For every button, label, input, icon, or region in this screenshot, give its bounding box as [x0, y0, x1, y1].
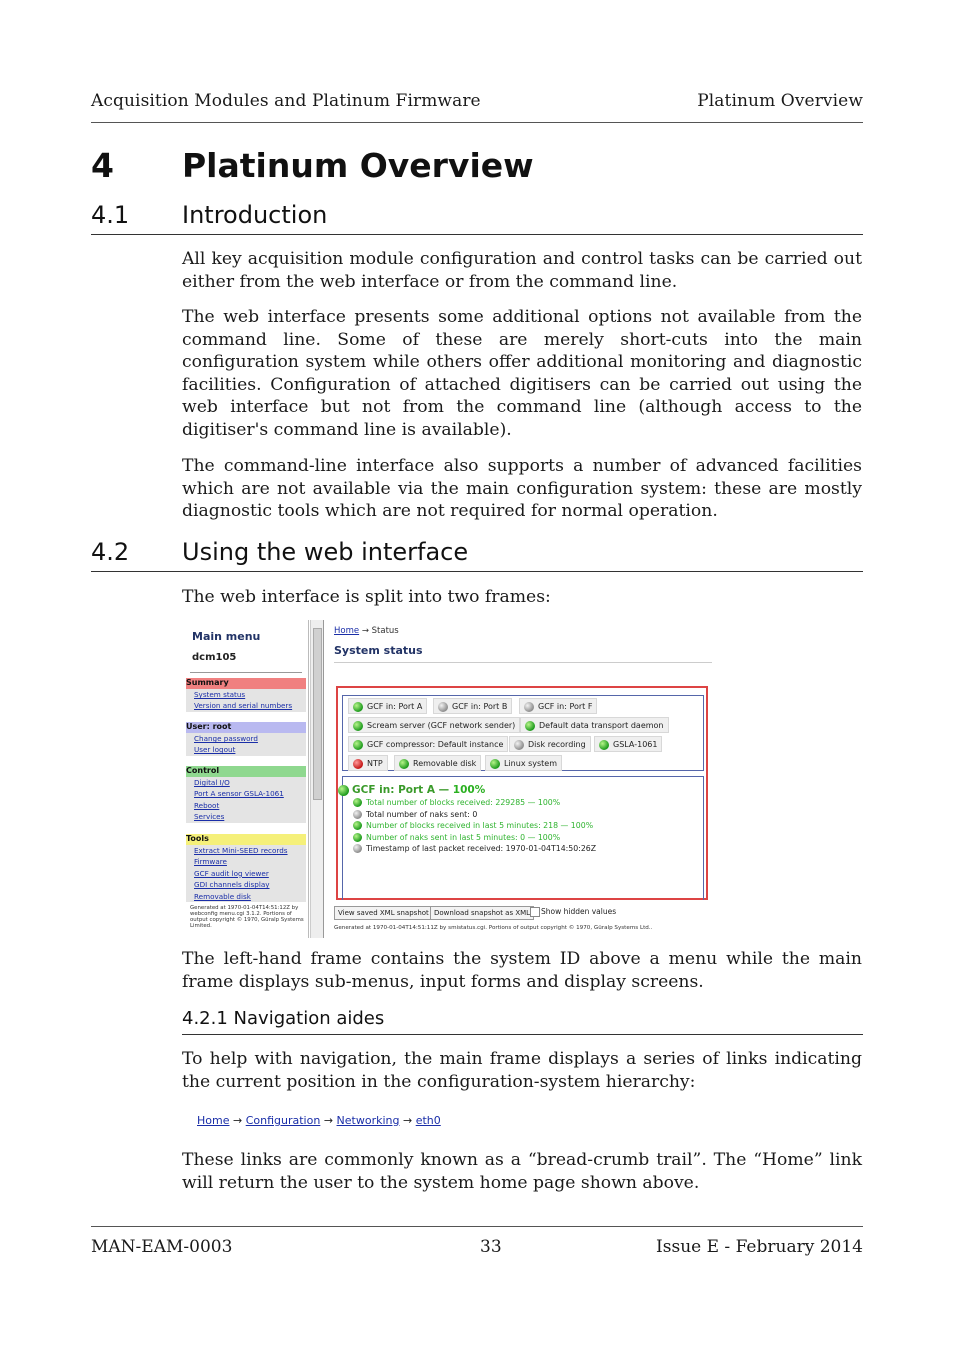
status-green-icon	[353, 833, 362, 842]
scrollbar-thumb[interactable]	[313, 628, 322, 800]
status-green-icon	[338, 785, 349, 796]
menu-link-digital-io[interactable]: Digital I/O	[194, 778, 230, 787]
status-chip-scream-server[interactable]: Scream server (GCF network sender)	[348, 717, 520, 733]
header-chapter-title: Platinum Overview	[697, 91, 863, 111]
breadcrumb-example	[197, 1114, 441, 1132]
system-id: dcm105	[192, 652, 237, 663]
breadcrumb-networking-link[interactable]: Networking	[336, 1114, 400, 1127]
main-frame-footer: Generated at 1970-01-04T14:51:11Z by smistatus.cgi. Portions of output copyright © 1970, Güralp Systems Ltd..	[334, 925, 653, 931]
breadcrumb-eth0-link[interactable]: eth0	[415, 1114, 441, 1127]
section-heading-introduction	[91, 201, 863, 235]
paragraph-nav-2: These links are commonly known as a “bread-crumb trail”. The “Home” link will return the user to the system home page shown above.	[182, 1150, 862, 1193]
show-hidden-checkbox[interactable]	[530, 907, 540, 917]
main-menu-title: Main menu	[192, 630, 261, 643]
status-grey-icon	[514, 740, 524, 750]
breadcrumb-home-link[interactable]: Home	[334, 626, 360, 636]
breadcrumb-arrow: →	[323, 1114, 334, 1127]
status-chip-disk-recording[interactable]: Disk recording	[509, 736, 591, 752]
page-title: System status	[334, 644, 423, 657]
paragraph-web-1: The web interface is split into two frames:	[182, 587, 551, 607]
menu-group-summary-items	[186, 689, 306, 712]
status-green-icon	[353, 740, 363, 750]
status-chip-linux-system[interactable]: Linux system	[485, 755, 562, 771]
status-green-icon	[599, 740, 609, 750]
port-line: Number of naks sent in last 5 minutes: 0 — 100%	[366, 832, 560, 844]
subsection-title: Navigation aides	[233, 1008, 385, 1029]
chapter-title: Platinum Overview	[182, 146, 534, 185]
menu-group-tools-items	[186, 845, 306, 902]
page-footer	[91, 1226, 863, 1263]
menu-link-port-a-sensor[interactable]: Port A sensor GSLA-1061	[194, 789, 284, 799]
footer-page-number: 33	[480, 1237, 502, 1257]
status-grey-icon	[353, 810, 362, 819]
section-number: 4.1	[91, 201, 130, 229]
page-header	[91, 88, 863, 123]
section-number: 4.2	[91, 538, 130, 566]
status-grey-icon	[524, 702, 534, 712]
chapter-heading	[91, 146, 863, 192]
menu-link-firmware[interactable]: Firmware	[194, 857, 227, 867]
menu-group-user-items	[186, 733, 306, 756]
menu-link-change-password[interactable]: Change password	[194, 734, 258, 743]
chapter-number: 4	[91, 146, 114, 185]
breadcrumb-configuration-link[interactable]: Configuration	[245, 1114, 321, 1127]
status-green-icon	[399, 759, 409, 769]
status-red-icon	[353, 759, 363, 769]
status-chip-port-b[interactable]: GCF in: Port B	[433, 698, 512, 714]
download-xml-snapshot-button[interactable]: Download snapshot as XML	[430, 906, 534, 920]
left-frame-footer: Generated at 1970-01-04T14:51:12Z by webconfig menu.cgi 3.1.2. Portions of output copyright © 1970, Güralp Systems Limited.	[190, 905, 304, 929]
menu-group-summary: Summary	[186, 678, 306, 689]
menu-link-reboot[interactable]: Reboot	[194, 800, 220, 810]
status-chip-gcf-compressor[interactable]: GCF compressor: Default instance	[348, 736, 508, 752]
port-detail-label: GCF in: Port A —	[352, 784, 450, 796]
paragraph-web-2: The left-hand frame contains the system ID above a menu while the main frame displays sub-menus, input forms and display screens.	[182, 949, 862, 992]
menu-link-system-status[interactable]: System status	[194, 690, 246, 699]
paragraph-intro-2: The web interface presents some additional options not available from the command line. Some of these are merely short-cuts into the main configuration system while others offer additional monitoring and diagnostic facilities. Configuration of attached digitisers can be carried out using the web interface but not from the command line (although access to the digitiser's command line is available).	[182, 307, 862, 440]
view-xml-snapshot-button[interactable]: View saved XML snapshot	[334, 906, 433, 920]
status-green-icon	[525, 721, 535, 731]
menu-group-control-items	[186, 777, 306, 823]
web-interface-screenshot	[186, 620, 726, 938]
status-grey-icon	[438, 702, 448, 712]
show-hidden-label: Show hidden values	[541, 907, 617, 916]
status-grey-icon	[353, 844, 362, 853]
paragraph-nav-1: To help with navigation, the main frame displays a series of links indicating the current position in the configuration-system hierarchy:	[182, 1049, 862, 1092]
status-chip-removable-disk[interactable]: Removable disk	[394, 755, 481, 771]
breadcrumb	[334, 626, 399, 636]
menu-link-gcf-audit-log[interactable]: GCF audit log viewer	[194, 868, 269, 878]
port-line: Number of blocks received in last 5 minutes: 218 — 100%	[366, 820, 593, 832]
menu-group-control: Control	[186, 766, 306, 777]
paragraph-intro-1: All key acquisition module configuration and control tasks can be carried out either from the web interface or from the command line.	[182, 249, 862, 292]
port-line: Total number of blocks received: 229285 — 100%	[366, 797, 560, 809]
menu-link-services[interactable]: Services	[194, 812, 225, 822]
section-title: Introduction	[182, 201, 328, 229]
port-detail-title	[352, 784, 485, 796]
menu-group-tools: Tools	[186, 834, 306, 845]
status-green-icon	[353, 721, 363, 731]
status-green-icon	[353, 821, 362, 830]
subsection-number: 4.2.1	[182, 1008, 228, 1029]
left-frame	[186, 620, 309, 938]
left-frame-scrollbar[interactable]	[310, 620, 324, 938]
menu-link-extract-miniseed[interactable]: Extract Mini-SEED records	[194, 846, 288, 855]
menu-link-gdi-channels[interactable]: GDI channels display	[194, 880, 270, 890]
port-line: Total number of naks sent: 0	[366, 809, 477, 821]
status-chip-port-a[interactable]: GCF in: Port A	[348, 698, 427, 714]
menu-link-removable-disk[interactable]: Removable disk	[194, 891, 251, 901]
status-green-icon	[353, 798, 362, 807]
footer-doc-id: MAN-EAM-0003	[91, 1237, 233, 1257]
paragraph-intro-3: The command-line interface also supports a number of advanced facilities which are not available via the main configuration system: these are mostly diagnostic tools which are not required for normal operation.	[182, 456, 862, 522]
status-green-icon	[490, 759, 500, 769]
breadcrumb-arrow: →	[402, 1114, 413, 1127]
footer-issue: Issue E - February 2014	[656, 1237, 863, 1257]
status-chip-ntp[interactable]: NTP	[348, 755, 388, 771]
header-doc-title: Acquisition Modules and Platinum Firmware	[91, 91, 481, 111]
status-chip-gsla[interactable]: GSLA-1061	[594, 736, 662, 752]
status-chip-data-transport[interactable]: Default data transport daemon	[520, 717, 669, 733]
subsection-heading-navigation	[182, 1008, 863, 1035]
status-green-icon	[353, 702, 363, 712]
breadcrumb-home-link[interactable]: Home	[197, 1114, 230, 1127]
port-line: Timestamp of last packet received: 1970-01-04T14:50:26Z	[366, 843, 596, 855]
menu-link-user-logout[interactable]: User logout	[194, 745, 236, 755]
section-heading-web-interface	[91, 538, 863, 572]
menu-group-user: User: root	[186, 722, 306, 733]
divider	[334, 662, 712, 663]
status-chip-port-f[interactable]: GCF in: Port F	[519, 698, 597, 714]
divider	[190, 672, 302, 673]
menu-link-version-serial[interactable]: Version and serial numbers	[194, 701, 293, 711]
section-title: Using the web interface	[182, 538, 469, 566]
breadcrumb-arrow: →	[361, 626, 369, 636]
main-frame	[332, 620, 726, 938]
breadcrumb-arrow: →	[232, 1114, 243, 1127]
breadcrumb-current: Status	[371, 626, 399, 636]
port-detail-percent: 100%	[452, 784, 486, 796]
